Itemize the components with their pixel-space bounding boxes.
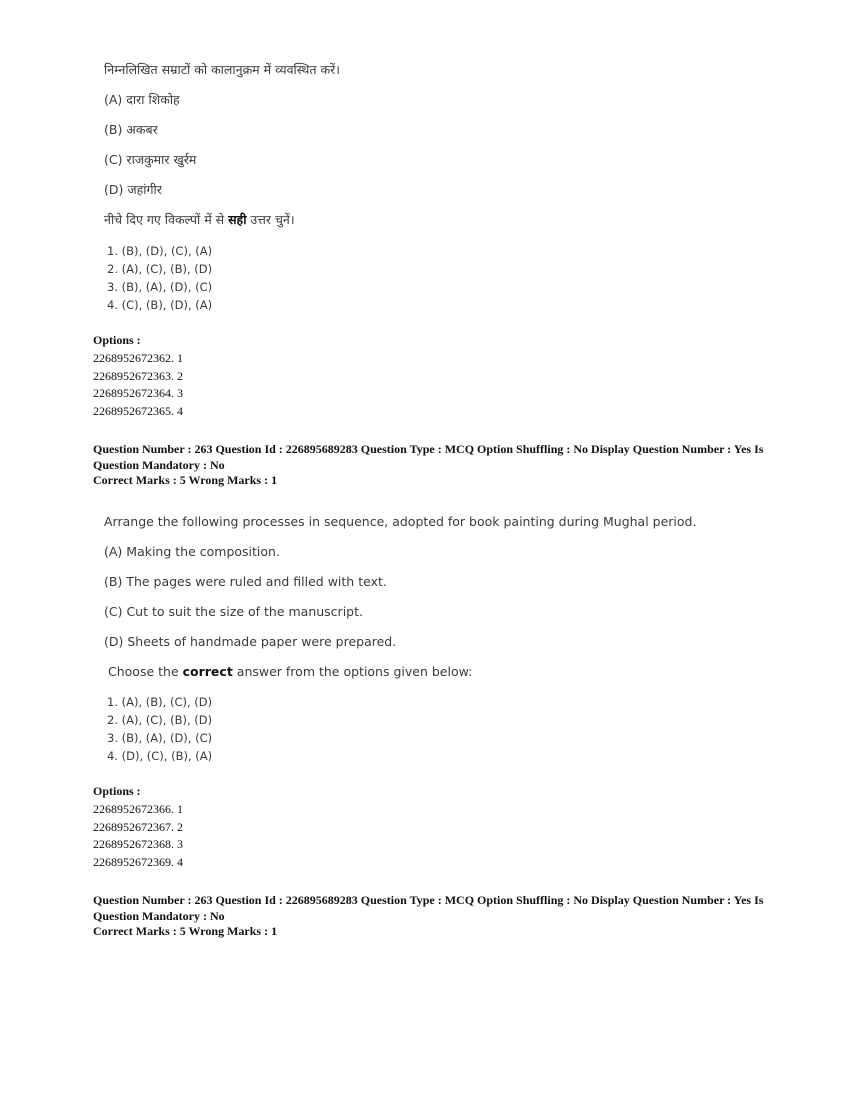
question-prompt: Arrange the following processes in sequence, adopted for book painting during Mughal period. <box>104 514 697 529</box>
question-item-a: (A) दारा शिकोह <box>104 92 180 107</box>
answer-choice-1: 1. (B), (D), (C), (A) <box>107 244 213 258</box>
question-item-d: (D) जहांगीर <box>104 182 162 197</box>
meta-line-3: Correct Marks : 5 Wrong Marks : 1 <box>93 473 278 487</box>
options-header: Options : <box>93 333 141 347</box>
question-item-b: (B) अकबर <box>104 122 158 137</box>
option-item: 2268952672364. 3 <box>93 386 183 401</box>
question-instruction <box>108 664 472 680</box>
option-item: 2268952672366. 1 <box>93 801 183 816</box>
answer-choice-1: 1. (A), (B), (C), (D) <box>107 695 213 709</box>
instruction-bold: सही <box>228 212 247 227</box>
answer-choice-3: 3. (B), (A), (D), (C) <box>107 731 213 745</box>
answer-choice-2: 2. (A), (C), (B), (D) <box>107 713 213 727</box>
question-item-c: (C) Cut to suit the size of the manuscript. <box>104 604 363 619</box>
meta-line-1: Question Number : 263 Question Id : 226895689283 Question Type : MCQ Option Shuffling : No Display Question Number : Yes Is <box>93 893 764 907</box>
instruction-pre: नीचे दिए गए विकल्पों में से <box>104 212 229 227</box>
instruction-post: answer from the options given below: <box>232 664 473 679</box>
answer-choice-2: 2. (A), (C), (B), (D) <box>107 262 213 276</box>
option-item: 2268952672363. 2 <box>93 368 183 383</box>
question-meta <box>93 442 773 489</box>
meta-line-2: Question Mandatory : No <box>93 457 225 472</box>
instruction-pre: Choose the <box>108 664 183 679</box>
answer-choices <box>104 242 212 314</box>
question-meta <box>93 893 773 940</box>
question-item-b: (B) The pages were ruled and filled with text. <box>104 574 387 589</box>
question-prompt: निम्नलिखित सम्राटों को कालानुक्रम में व्यवस्थित करें। <box>104 62 340 77</box>
answer-choice-4: 4. (D), (C), (B), (A) <box>107 749 213 763</box>
instruction-post: उत्तर चुनें। <box>246 212 295 227</box>
meta-line-2: Question Mandatory : No <box>93 908 225 923</box>
option-item: 2268952672362. 1 <box>93 350 183 365</box>
question-item-c: (C) राजकुमार खुर्रम <box>104 152 197 167</box>
answer-choices <box>104 693 212 765</box>
answer-choice-3: 3. (B), (A), (D), (C) <box>107 280 213 294</box>
options-header: Options : <box>93 784 141 798</box>
answer-choice-4: 4. (C), (B), (D), (A) <box>107 298 213 312</box>
option-item: 2268952672367. 2 <box>93 819 183 834</box>
meta-line-3: Correct Marks : 5 Wrong Marks : 1 <box>93 924 278 938</box>
option-item: 2268952672369. 4 <box>93 855 183 870</box>
question-item-d: (D) Sheets of handmade paper were prepared. <box>104 634 397 649</box>
option-item: 2268952672368. 3 <box>93 837 183 852</box>
question-item-a: (A) Making the composition. <box>104 544 280 559</box>
options-list <box>93 332 183 421</box>
meta-line-1: Question Number : 263 Question Id : 226895689283 Question Type : MCQ Option Shuffling : No Display Question Number : Yes Is <box>93 442 764 456</box>
instruction-bold: correct <box>182 664 233 679</box>
question-instruction <box>104 212 295 228</box>
options-list <box>93 783 183 872</box>
option-item: 2268952672365. 4 <box>93 404 183 419</box>
